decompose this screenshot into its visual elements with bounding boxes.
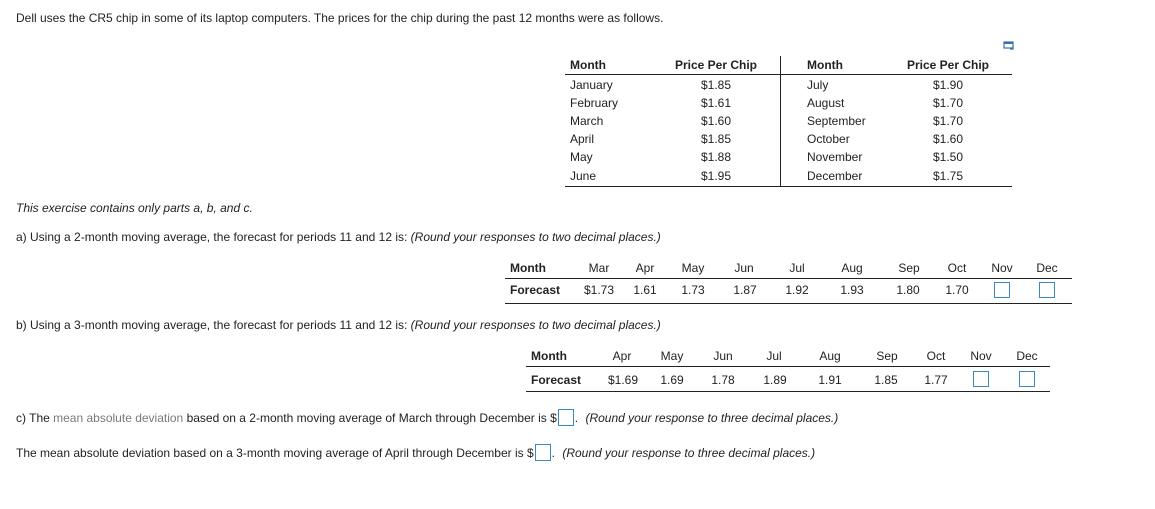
month-cell: March xyxy=(570,114,604,128)
problem-intro: Dell uses the CR5 chip in some of its laptop computers. The prices for the chip during the past 12 months were as follows. xyxy=(16,11,664,25)
month-header: May xyxy=(660,349,684,363)
forecast-value: 1.80 xyxy=(896,283,920,297)
forecast-value: $1.73 xyxy=(583,283,615,297)
month-cell: June xyxy=(570,169,597,183)
part-b-text: b) Using a 3-month moving average, the forecast for periods 11 and 12 is: xyxy=(16,318,408,332)
forecast-value: 1.91 xyxy=(818,373,842,387)
header-month-left: Month xyxy=(570,58,606,72)
month-header: Mar xyxy=(588,261,610,275)
price-cell: $1.75 xyxy=(932,169,964,183)
month-header: Dec xyxy=(1036,261,1058,275)
month-cell: January xyxy=(570,78,613,92)
part-a-text: a) Using a 2-month moving average, the forecast for periods 11 and 12 is: xyxy=(16,230,408,244)
forecast-value: 1.85 xyxy=(874,373,898,387)
month-header: Dec xyxy=(1016,349,1038,363)
price-cell: $1.88 xyxy=(700,150,732,164)
month-header: Jun xyxy=(734,261,754,275)
part-c-hint-2: (Round your response to three decimal places.) xyxy=(562,446,816,460)
part-c-prefix: c) The xyxy=(16,411,50,425)
mad-3month-input[interactable] xyxy=(535,444,551,461)
part-b-hint: (Round your responses to two decimal places.) xyxy=(410,318,661,332)
price-cell: $1.90 xyxy=(932,78,964,92)
header-price-right: Price Per Chip xyxy=(906,58,990,72)
forecast-value: 1.89 xyxy=(763,373,787,387)
nov-forecast-input[interactable] xyxy=(994,282,1010,298)
price-cell: $1.60 xyxy=(932,132,964,146)
price-cell: $1.60 xyxy=(700,114,732,128)
price-cell: $1.70 xyxy=(932,96,964,110)
forecast-value: 1.92 xyxy=(785,283,809,297)
part-b-question xyxy=(16,318,661,332)
price-cell: $1.85 xyxy=(700,78,732,92)
part-a-forecast-table xyxy=(505,258,1072,304)
forecast-value: 1.93 xyxy=(840,283,864,297)
row-divider xyxy=(505,303,1072,304)
part-c-hint-1: (Round your response to three decimal places.) xyxy=(585,411,839,425)
month-header: Aug xyxy=(841,261,863,275)
forecast-row-label: Forecast xyxy=(510,283,561,297)
expand-table-icon[interactable] xyxy=(1003,41,1016,52)
month-header: Jul xyxy=(789,261,805,275)
month-cell: August xyxy=(807,96,845,110)
part-a-hint: (Round your responses to two decimal places.) xyxy=(410,230,661,244)
price-cell: $1.95 xyxy=(700,169,732,183)
part-b-forecast-table xyxy=(526,346,1050,392)
part-a-question xyxy=(16,230,661,244)
exercise-note: This exercise contains only parts a, b, and c. xyxy=(16,201,253,215)
month-header: Sep xyxy=(898,261,920,275)
part-c-rest: based on a 2-month moving average of March through December is $ xyxy=(186,411,557,425)
forecast-value: 1.70 xyxy=(945,283,969,297)
part-c-question-2: The mean absolute deviation based on a 3-month moving average of April through December is $ . (Round your response to three decimal places.) xyxy=(16,446,816,460)
header-price-left: Price Per Chip xyxy=(674,58,758,72)
month-header: Jun xyxy=(713,349,733,363)
forecast-row-label: Forecast xyxy=(531,373,582,387)
month-header: Apr xyxy=(612,349,632,363)
dec-forecast-input[interactable] xyxy=(1019,371,1035,387)
row-divider xyxy=(526,391,1050,392)
month-cell: September xyxy=(807,114,866,128)
month-cell: February xyxy=(570,96,619,110)
mad-2month-input[interactable] xyxy=(558,409,574,426)
price-cell: $1.70 xyxy=(932,114,964,128)
month-cell: July xyxy=(807,78,829,92)
month-cell: December xyxy=(807,169,863,183)
month-header: Nov xyxy=(991,261,1013,275)
forecast-value: 1.69 xyxy=(660,373,684,387)
month-header: Aug xyxy=(819,349,841,363)
part-c-line2: The mean absolute deviation based on a 3-month moving average of April through December is $ xyxy=(16,446,534,460)
month-header: Oct xyxy=(947,261,967,275)
mad-term-link[interactable]: mean absolute deviation xyxy=(53,411,184,425)
forecast-value: 1.61 xyxy=(633,283,657,297)
month-header: May xyxy=(681,261,705,275)
nov-forecast-input[interactable] xyxy=(973,371,989,387)
forecast-value: 1.78 xyxy=(711,373,735,387)
price-cell: $1.50 xyxy=(932,150,964,164)
price-cell: $1.61 xyxy=(700,96,732,110)
price-cell: $1.85 xyxy=(700,132,732,146)
dec-forecast-input[interactable] xyxy=(1039,282,1055,298)
forecast-value: 1.73 xyxy=(681,283,705,297)
month-header: Nov xyxy=(970,349,992,363)
month-header: Apr xyxy=(635,261,655,275)
month-header: Sep xyxy=(876,349,898,363)
price-table xyxy=(565,56,1012,187)
month-cell: May xyxy=(570,150,593,164)
row-divider xyxy=(526,366,1050,367)
row-divider xyxy=(505,278,1072,279)
header-month-right: Month xyxy=(807,58,843,72)
month-cell: November xyxy=(807,150,863,164)
price-table-divider xyxy=(780,56,781,186)
month-row-label: Month xyxy=(531,349,567,363)
month-header: Jul xyxy=(766,349,782,363)
forecast-value: $1.69 xyxy=(607,373,639,387)
month-header: Oct xyxy=(926,349,946,363)
part-c-question-1: c) The mean absolute deviation based on a 2-month moving average of March through December is $ . (Round your response to three decimal places.) xyxy=(16,411,839,425)
month-row-label: Month xyxy=(510,261,546,275)
month-cell: April xyxy=(570,132,595,146)
month-cell: October xyxy=(807,132,850,146)
forecast-value: 1.87 xyxy=(733,283,757,297)
forecast-value: 1.77 xyxy=(924,373,948,387)
